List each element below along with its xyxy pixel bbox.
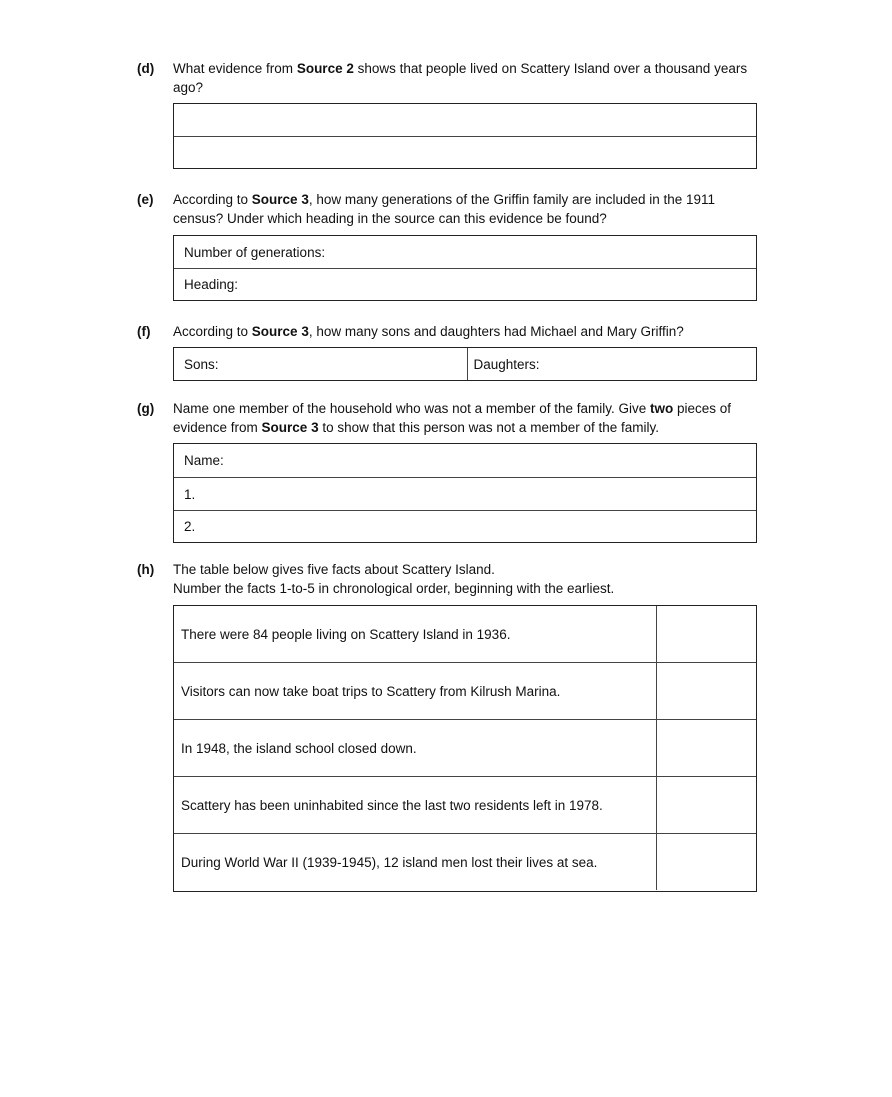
field-label: Heading:: [184, 277, 239, 292]
fact-row: [174, 834, 756, 890]
fact-number-input[interactable]: [657, 720, 756, 776]
answer-box-g: [173, 443, 757, 543]
field-label: Name:: [184, 453, 224, 468]
fact-row: [174, 606, 756, 663]
question-e: [137, 190, 767, 228]
question-text: According to Source 3, how many generations of the Griffin family are included in the 1911 census? Under which heading in the source can this evidence be found?: [173, 192, 716, 226]
question-label: (h): [137, 562, 155, 577]
question-label: (f): [137, 324, 151, 339]
answer-box-e: [173, 235, 757, 301]
number-of-generations-field[interactable]: [174, 236, 756, 269]
daughters-field[interactable]: [467, 348, 757, 380]
question-g: [137, 399, 767, 437]
answer-line-1[interactable]: [174, 104, 756, 137]
question-h: [137, 560, 767, 598]
answer-box-d: [173, 103, 757, 169]
fact-number-input[interactable]: [657, 834, 756, 890]
evidence-1-field[interactable]: [174, 478, 756, 511]
question-text: What evidence from Source 2 shows that people lived on Scattery Island over a thousand years ago?: [173, 61, 748, 95]
fact-text: During World War II (1939-1945), 12 island men lost their lives at sea.: [174, 834, 657, 890]
fact-row: [174, 663, 756, 720]
name-field[interactable]: [174, 444, 756, 478]
field-label: Daughters:: [473, 356, 540, 372]
question-f: [137, 322, 767, 341]
question-label: (d): [137, 61, 155, 76]
answer-box-f: [173, 347, 757, 381]
fact-row: [174, 777, 756, 834]
fact-text: There were 84 people living on Scattery Island in 1936.: [174, 606, 657, 662]
field-label: Sons:: [184, 356, 219, 372]
evidence-2-field[interactable]: [174, 511, 756, 542]
answer-line-2[interactable]: [174, 137, 756, 168]
fact-text: In 1948, the island school closed down.: [174, 720, 657, 776]
question-text: The table below gives five facts about Scattery Island. Number the facts 1-to-5 in chronological order, beginning with the earliest.: [173, 562, 615, 596]
fact-text: Visitors can now take boat trips to Scattery from Kilrush Marina.: [174, 663, 657, 719]
question-label: (e): [137, 192, 154, 207]
sons-field[interactable]: [174, 348, 467, 380]
fact-number-input[interactable]: [657, 777, 756, 833]
fact-row: [174, 720, 756, 777]
facts-table: [173, 605, 757, 892]
field-label: 1.: [184, 486, 196, 502]
fact-number-input[interactable]: [657, 663, 756, 719]
question-d: [137, 59, 767, 97]
question-text: According to Source 3, how many sons and daughters had Michael and Mary Griffin?: [173, 324, 684, 339]
question-label: (g): [137, 401, 155, 416]
field-label: Number of generations:: [184, 244, 326, 260]
question-text: Name one member of the household who was not a member of the family. Give two pieces of evidence from Source 3 to show that this person was not a member of the family.: [173, 401, 732, 435]
field-label: 2.: [184, 519, 196, 534]
heading-field[interactable]: [174, 269, 756, 300]
fact-text: Scattery has been uninhabited since the last two residents left in 1978.: [174, 777, 657, 833]
fact-number-input[interactable]: [657, 606, 756, 662]
